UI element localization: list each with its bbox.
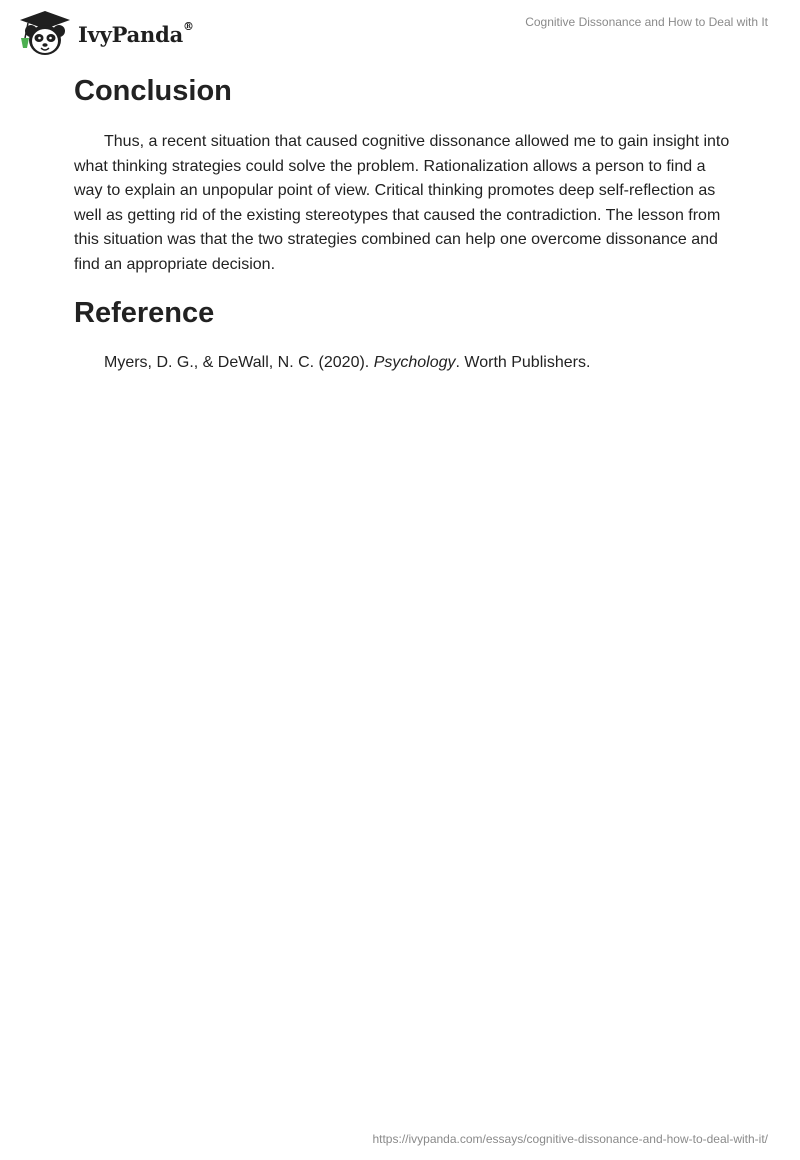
reference-publisher: . Worth Publishers. <box>455 354 591 371</box>
brand-name: IvyPanda® <box>78 19 194 47</box>
conclusion-paragraph: Thus, a recent situation that caused cognitive dissonance allowed me to gain insight into what thinking strategies could solve the problem. Rationalization allows a person to find a way to explain an unpopular point of view. Critical thinking promotes deep self-reflection as well as getting rid of the existing stereotypes that caused the contradiction. The lesson from this situation was that the two strategies combined can help one overcome dissonance and find an appropriate decision. <box>74 133 730 273</box>
reference-entry <box>74 351 730 375</box>
reference-authors: Myers, D. G., & DeWall, N. C. (2020). <box>104 354 374 371</box>
reference-heading: Reference <box>74 297 215 329</box>
panda-graduation-cap-icon <box>14 8 76 58</box>
document-title: Cognitive Dissonance and How to Deal with It <box>525 15 768 29</box>
reference-book-title: Psychology <box>373 354 456 371</box>
brand-logo[interactable] <box>14 8 194 58</box>
document-body <box>74 74 730 375</box>
footer-url-link[interactable]: https://ivypanda.com/essays/cognitive-dissonance-and-how-to-deal-with-it/ <box>372 1132 768 1146</box>
conclusion-heading: Conclusion <box>74 75 232 107</box>
